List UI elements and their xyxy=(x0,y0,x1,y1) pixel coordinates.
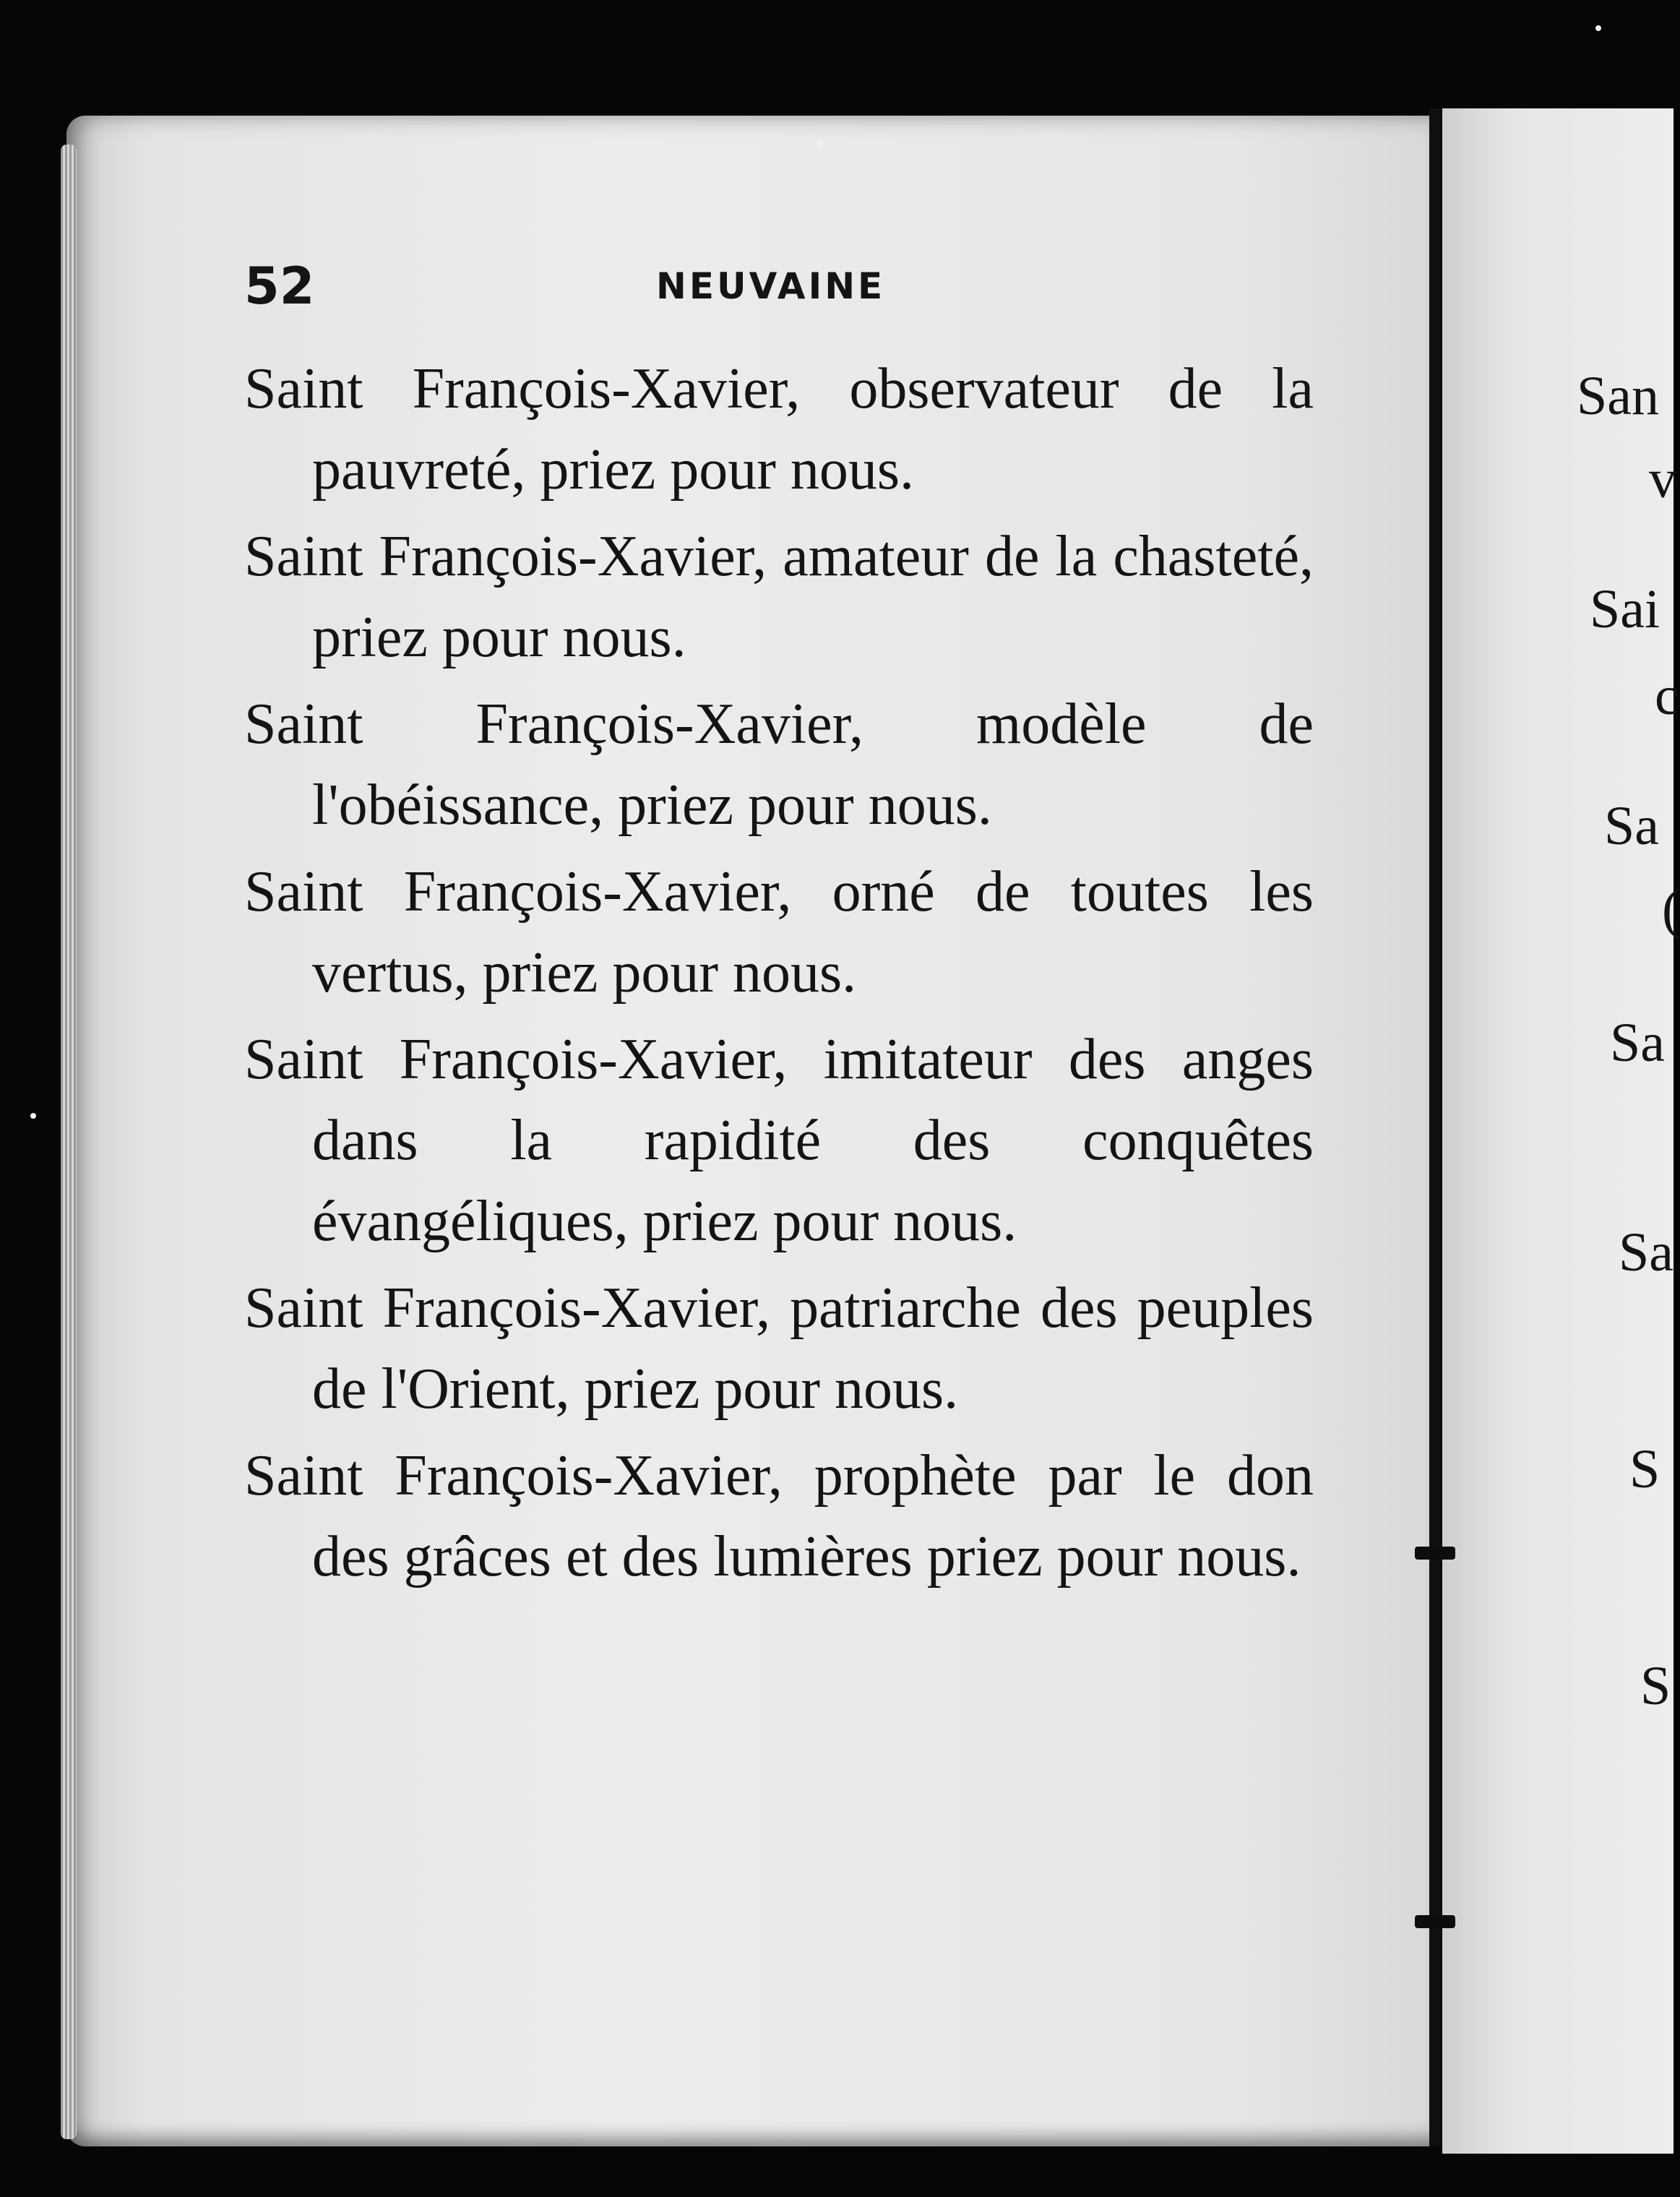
invocation: Saint François-Xavier, observateur de la pauvreté, priez pour nous. xyxy=(244,357,1314,502)
invocation: Saint François-Xavier, patriarche des peuples de l'Orient, priez pour nous. xyxy=(244,1276,1314,1421)
invocation: Saint François-Xavier, imitateur des anges dans la rapidité des conquêtes évangéliques, priez pour nous. xyxy=(244,1028,1314,1253)
scan-speck xyxy=(817,141,822,147)
scan-speck xyxy=(1595,25,1601,31)
right-page-fragment: Sa xyxy=(1619,1222,1673,1283)
right-page-fragment: Sai xyxy=(1590,579,1660,640)
running-title: NEUVAINE xyxy=(656,265,886,307)
binding-clasp xyxy=(1415,1547,1455,1560)
right-page-fragment: v xyxy=(1649,449,1676,510)
right-page-fragment: S xyxy=(1629,1439,1660,1500)
right-page-fragment: Sa xyxy=(1610,1012,1665,1073)
invocation: Saint François-Xavier, prophète par le don des grâces et des lumières priez pour nous. xyxy=(244,1444,1314,1588)
right-page-fragment: c xyxy=(1655,666,1679,726)
book-gutter xyxy=(1429,108,1441,2146)
scan-speck xyxy=(30,1113,36,1119)
invocation: Saint François-Xavier, orné de toutes les vertus, priez pour nous. xyxy=(244,860,1314,1005)
right-page-fragment: San xyxy=(1577,366,1659,426)
running-head xyxy=(244,257,1314,314)
litany-text xyxy=(244,348,1314,1603)
right-page-fragment: Sa xyxy=(1604,796,1659,856)
binding-clasp xyxy=(1415,1915,1455,1928)
invocation: Saint François-Xavier, modèle de l'obéissance, priez pour nous. xyxy=(244,692,1314,837)
right-page-fragment: ( xyxy=(1662,879,1680,940)
right-page-fragment: S xyxy=(1640,1656,1671,1716)
invocation: Saint François-Xavier, amateur de la chasteté, priez pour nous. xyxy=(244,525,1314,669)
page-number: 52 xyxy=(244,257,315,316)
